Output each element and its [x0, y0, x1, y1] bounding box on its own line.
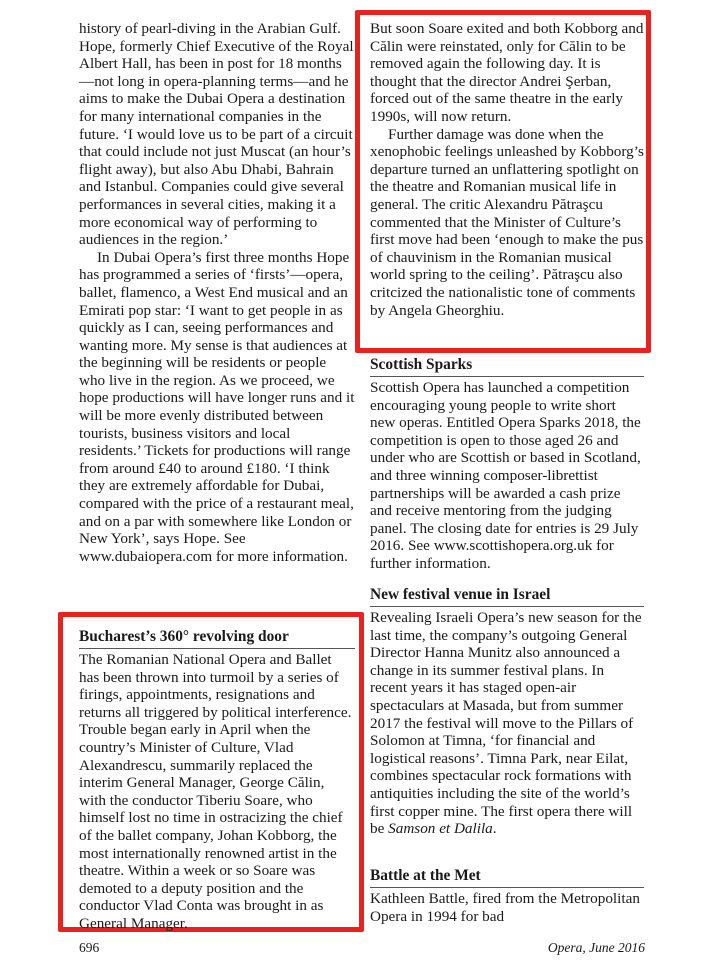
right-top-column: [370, 20, 644, 319]
journal-issue: Opera, June 2016: [547, 940, 645, 955]
scottish-section: [370, 356, 644, 573]
bucharest-continued-paragraph-2: Further damage was done when the xenophobic feelings unleashed by Kobborg’s departure turned an unflattering spotlight on the theatre and Romanian musical life in general. The critic Alexandru Pătraşcu commented that the Minister of Culture’s first move had been ‘enough to make the pus of chauvinism in the Romanian musical world spring to the ceiling’. Pătraşcu also critcized the nationalistic tone of comments by Angela Gheorghiu.: [370, 125, 644, 319]
israel-body-end: .: [492, 820, 497, 838]
bucharest-continued-paragraph-1: But soon Soare exited and both Kobborg and Călin were reinstated, only for Călin to be removed again the following day. It is thought that the director Andrei Şerban, forced out of the same theatre in the early 1990s, will now return.: [370, 20, 644, 125]
dubai-paragraph-1: history of pearl-diving in the Arabian Gulf. Hope, formerly Chief Executive of the Royal Albert Hall, has been in post for 18 months—not long in opera-planning terms—and he aims to make the Dubai Opera a destination for many international companies in the future. ‘I would love us to be part of a circuit that could include not just Muscat (an hour’s flight away), but also Abu Dhabi, Bahrain and Istanbul. Companies could give several performances in several cities, making it a more economical way of performing to audiences in the region.’: [79, 20, 354, 249]
battle-section: [370, 867, 644, 925]
israel-body-text: Revealing Israeli Opera’s new season for the last time, the company’s outgoing General Director Hanna Munitz also announced a change in its summer festival plans. In recent years it has staged open-air spectaculars at Masada, but from summer 2017 the festival will move to the Pillars of Solomon at Timna, ‘for financial and logistical reasons’. Timna Park, near Eilat, combines spectacular rock formations with antiquities including the site of the world’s first copper mine. The first opera there will be: [370, 609, 642, 838]
israel-section: [370, 586, 644, 838]
page-number: 696: [79, 940, 100, 955]
bucharest-heading: Bucharest’s 360° revolving door: [79, 628, 355, 649]
left-column: [79, 20, 355, 565]
bucharest-body: The Romanian National Opera and Ballet has been thrown into turmoil by a series of firings, appointments, resignations and returns all triggered by political interference. Trouble began early in April when the country’s Minister of Culture, Vlad Alexandrescu, summarily replaced the interim General Manager, George Călin, with the conductor Tiberiu Soare, who himself lost no time in ostracizing the chief of the ballet company, Johan Kobborg, the most internationally renowned artist in the theatre. Within a week or so Soare was demoted to a deputy position and the conductor Vlad Conta was brought in as General Manager.: [79, 651, 352, 932]
israel-body: [370, 609, 644, 838]
israel-opera-title: Samson et Dalila: [388, 820, 493, 838]
israel-heading: New festival venue in Israel: [370, 586, 644, 607]
battle-heading: Battle at the Met: [370, 867, 644, 888]
scottish-body: Scottish Opera has launched a competition encouraging young people to write short new operas. Entitled Opera Sparks 2018, the competition is open to those aged 26 and under who are Scottish or based in Scotland, and three winning composer-librettist partnerships will be awarded a cash prize and receive mentoring from the judging panel. The closing date for entries is 29 July 2016. See www.scottishopera.org.uk for further information.: [370, 379, 641, 572]
scottish-heading: Scottish Sparks: [370, 356, 644, 377]
battle-body: Kathleen Battle, fired from the Metropolitan Opera in 1994 for bad: [370, 890, 640, 925]
bucharest-section: [79, 628, 355, 933]
dubai-paragraph-2: In Dubai Opera’s first three months Hope has programmed a series of ‘firsts’—opera, ballet, flamenco, a West End musical and an Emirati pop star: ‘I want to get people in as quickly as I can, seeing performances and wanting more. My sense is that audiences at the beginning will be residents or people who live in the region. As we proceed, we hope productions will have longer runs and it will be more evenly distributed between tourists, business visitors and local residents.’ Tickets for productions will range from around £40 to around £180. ‘I think they are extremely affordable for Dubai, compared with the price of a restaurant meal, and on a par with somewhere like London or New York’, says Hope. See www.dubaiopera.com for more information.: [79, 248, 355, 565]
